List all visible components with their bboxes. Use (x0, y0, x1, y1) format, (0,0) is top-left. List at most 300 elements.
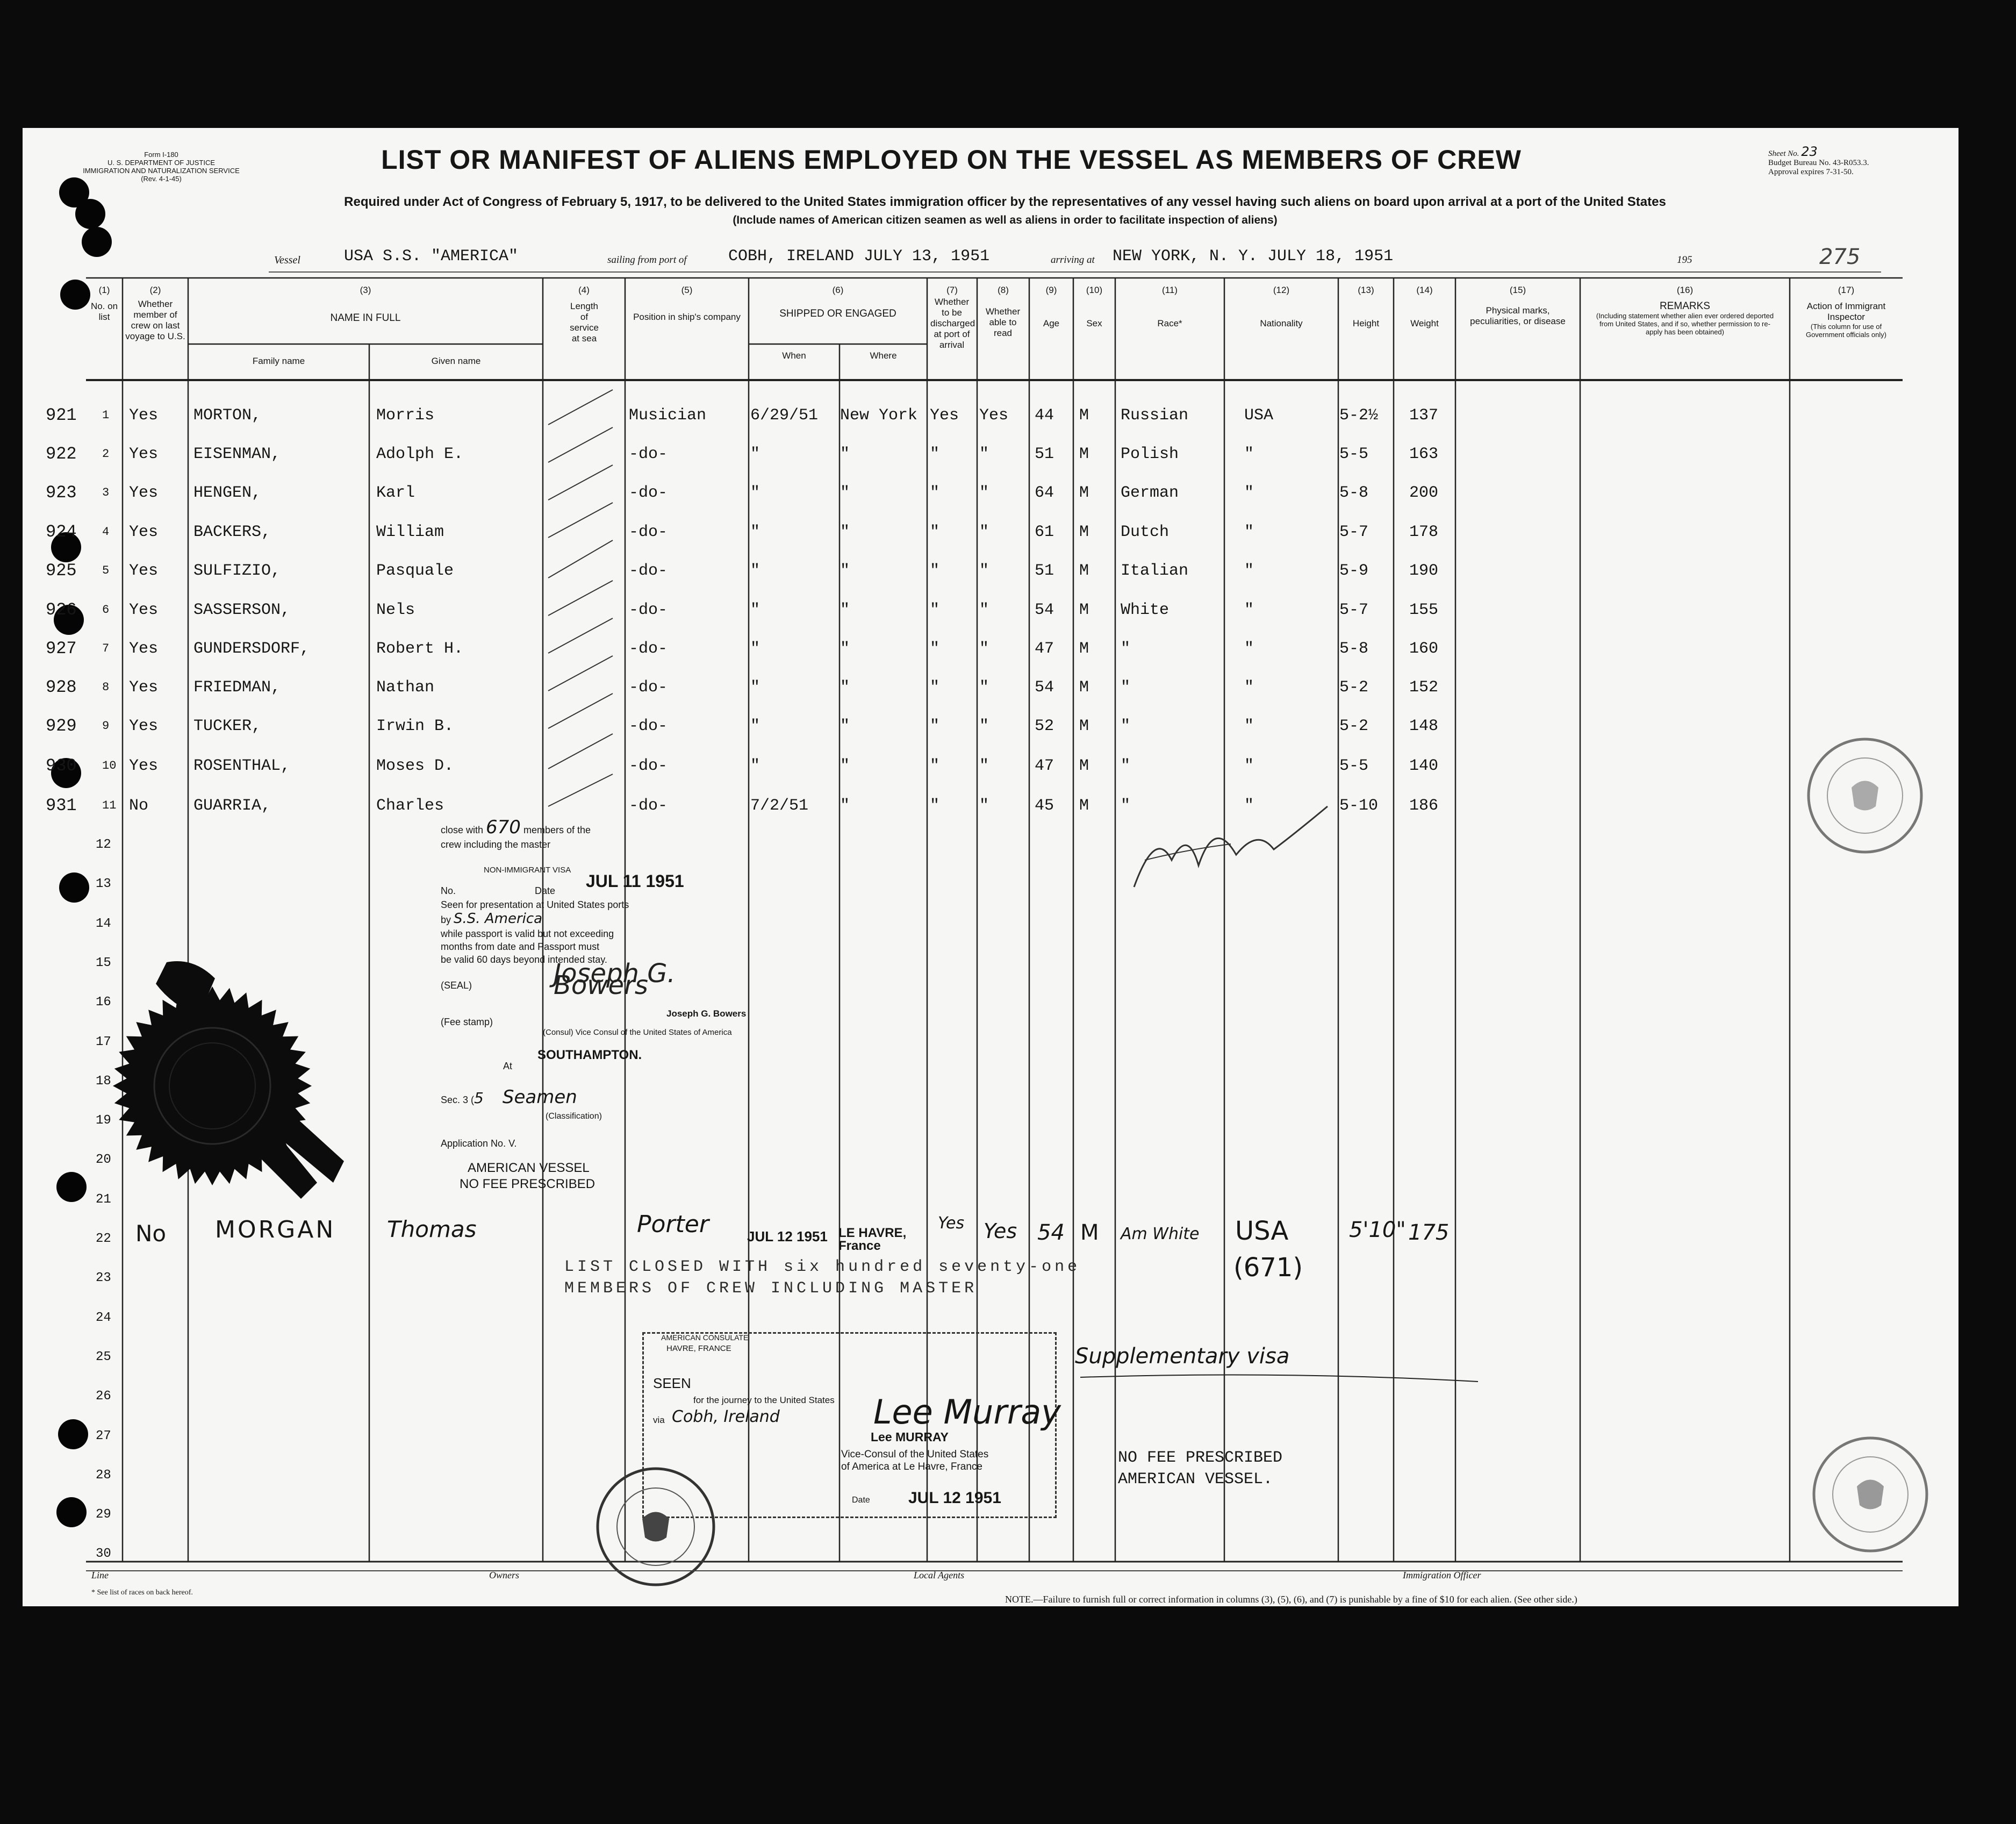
row-7-sex: M (1079, 640, 1089, 658)
row-8-where: " (840, 678, 850, 697)
col3-given-header: Given name (431, 356, 481, 366)
havre-via-place: Cobh, Ireland (672, 1407, 780, 1426)
row-3-read: " (979, 484, 989, 502)
row-5-given: Pasquale (376, 562, 454, 580)
footer-agents-label: Local Agents (914, 1570, 965, 1580)
row-5-where: " (840, 562, 850, 580)
row-7-when: " (750, 640, 761, 658)
morgan-discharged: Yes (938, 1214, 965, 1233)
morgan-weight: 175 (1408, 1220, 1450, 1245)
murray-signature: Lee Murray (873, 1392, 1061, 1432)
morgan-race: Am White (1121, 1225, 1200, 1243)
row-11-prev: No (129, 797, 149, 815)
row-3-age: 64 (1035, 484, 1054, 502)
line-number-17: 17 (96, 1034, 111, 1049)
col5-header: (5) Position in ship's company (633, 285, 741, 322)
embossed-seal-havre (591, 1462, 720, 1591)
row-3-margin: 923 (46, 483, 77, 503)
row-8-prev: Yes (129, 678, 159, 697)
row-7-line: 7 (102, 642, 110, 655)
bowers-signature: Joseph G. Bowers (554, 959, 676, 1000)
row-5-family: SULFIZIO, (193, 562, 281, 580)
subtitle-note: (Include names of American citizen seamen as well as aliens in order to facilitate inspection of aliens) (733, 214, 1278, 226)
row-5-prev: Yes (129, 562, 159, 580)
inspector-initials (1123, 796, 1338, 903)
list-closed-line2: MEMBERS OF CREW INCLUDING MASTER (564, 1279, 978, 1298)
row-4-where: " (840, 523, 850, 541)
row-6-position: -do- (629, 601, 668, 619)
row-2-nationality: " (1244, 445, 1254, 463)
row-6-weight: 155 (1409, 601, 1439, 619)
row-9-age: 52 (1035, 717, 1054, 735)
row-8-weight: 152 (1409, 678, 1439, 697)
row-10-margin: 930 (46, 756, 77, 776)
row-7-nationality: " (1244, 640, 1254, 658)
row-1-age: 44 (1035, 406, 1054, 425)
col3-family-header: Family name (252, 356, 305, 366)
row-4-margin: 924 (46, 522, 77, 542)
line-number-29: 29 (96, 1507, 111, 1522)
row-7-discharged: " (930, 640, 940, 658)
row-2-family: EISENMAN, (193, 445, 281, 463)
col8-header: (8) Whether able to read (985, 285, 1021, 338)
row-7-position: -do- (629, 640, 668, 658)
row-9-given: Irwin B. (376, 717, 454, 735)
col9-header: (9) Age (1043, 285, 1060, 328)
row-11-nationality: " (1244, 797, 1254, 815)
row-1-nationality: USA (1244, 406, 1274, 425)
row-2-sex: M (1079, 445, 1089, 463)
morgan-nationality: USA (1235, 1216, 1289, 1246)
row-8-height: 5-2 (1339, 678, 1369, 697)
row-11-when: 7/2/51 (750, 797, 809, 815)
year-suffix: 195 (1677, 254, 1692, 266)
row-11-family: GUARRIA, (193, 797, 271, 815)
row-6-prev: Yes (129, 601, 159, 619)
row-5-sex: M (1079, 562, 1089, 580)
by-label: by (441, 914, 451, 925)
close-with-label: close with (441, 825, 484, 835)
col15-header: (15) Physical marks, peculiarities, or disease (1470, 285, 1566, 326)
row-1-discharged: Yes (930, 406, 959, 425)
row-1-read: Yes (979, 406, 1009, 425)
row-5-position: -do- (629, 562, 668, 580)
row-7-family: GUNDERSDORF, (193, 640, 310, 658)
havre-date-label: Date (852, 1496, 870, 1505)
line-number-20: 20 (96, 1153, 111, 1168)
form-number: Form I-180 (144, 151, 178, 159)
row-9-when: " (750, 717, 761, 735)
morgan-read: Yes (984, 1219, 1017, 1243)
seamen-class: Seamen (502, 1086, 577, 1108)
row-3-prev: Yes (129, 484, 159, 502)
row-1-line: 1 (102, 409, 110, 422)
row-6-sex: M (1079, 601, 1089, 619)
murray-typed: Lee MURRAY (871, 1430, 949, 1444)
row-3-race: German (1121, 484, 1179, 502)
row-3-weight: 200 (1409, 484, 1439, 502)
vice-consul-title1: Vice-Consul of the United States (841, 1449, 989, 1460)
row-1-where: New York (840, 406, 918, 425)
row-9-family: TUCKER, (193, 717, 262, 735)
row-10-prev: Yes (129, 757, 159, 775)
row-11-height: 5-10 (1339, 797, 1379, 815)
seal-label: (SEAL) (441, 980, 472, 991)
row-7-weight: 160 (1409, 640, 1439, 658)
southampton-place: SOUTHAMPTON. (537, 1048, 642, 1062)
row-4-age: 61 (1035, 523, 1054, 541)
row-4-position: -do- (629, 523, 668, 541)
row-3-where: " (840, 484, 850, 502)
row-11-race: " (1121, 797, 1131, 815)
row-10-nationality: " (1244, 757, 1254, 775)
vice-consul-title: (Consul) Vice Consul of the United States of America (543, 1028, 732, 1037)
row-10-race: " (1121, 757, 1131, 775)
col14-header: (14) Weight (1410, 285, 1439, 328)
row-11-position: -do- (629, 797, 668, 815)
row-2-prev: Yes (129, 445, 159, 463)
havre-header1: AMERICAN CONSULATE (661, 1333, 749, 1342)
months-from-date: months from date and Passport must (441, 941, 600, 952)
row-10-where: " (840, 757, 850, 775)
row-7-given: Robert H. (376, 640, 464, 658)
row-10-line: 10 (102, 759, 117, 772)
supplementary-underline (1080, 1365, 1489, 1387)
wax-seal (107, 946, 355, 1215)
row-4-given: William (376, 523, 444, 541)
havre-journey: for the journey to the United States (693, 1395, 835, 1405)
row-6-given: Nels (376, 601, 415, 619)
row-4-race: Dutch (1121, 523, 1170, 541)
row-4-when: " (750, 523, 761, 541)
no-fee-typed-line2: AMERICAN VESSEL. (1118, 1470, 1273, 1489)
sec-label: Sec. 3 ( (441, 1095, 475, 1105)
row-8-given: Nathan (376, 678, 435, 697)
line-number-16: 16 (96, 995, 111, 1010)
american-vessel: AMERICAN VESSEL (468, 1161, 590, 1175)
havre-seen: SEEN (653, 1375, 691, 1391)
col6-where-header: Where (870, 351, 897, 361)
row-8-read: " (979, 678, 989, 697)
row-5-weight: 190 (1409, 562, 1439, 580)
row-1-race: Russian (1121, 406, 1189, 425)
row-6-margin: 926 (46, 600, 77, 620)
row-9-discharged: " (930, 717, 940, 735)
no-fee-typed-line1: NO FEE PRESCRIBED (1118, 1449, 1283, 1467)
row-7-margin: 927 (46, 639, 77, 659)
morgan-prev-voyage: No (135, 1220, 167, 1247)
handwritten-275: 275 (1819, 245, 1861, 269)
row-3-discharged: " (930, 484, 940, 502)
line-number-21: 21 (96, 1192, 111, 1207)
row-2-given: Adolph E. (376, 445, 464, 463)
line-number-25: 25 (96, 1349, 111, 1364)
line-number-23: 23 (96, 1271, 111, 1286)
row-11-discharged: " (930, 797, 940, 815)
budget-bureau: Budget Bureau No. 43-R053.3. (1768, 159, 1869, 167)
row-3-when: " (750, 484, 761, 502)
vessel-label: Vessel (274, 254, 300, 266)
row-1-weight: 137 (1409, 406, 1439, 425)
row-9-read: " (979, 717, 989, 735)
row-6-nationality: " (1244, 601, 1254, 619)
row-2-line: 2 (102, 447, 110, 461)
col10-header: (10) Sex (1086, 285, 1103, 328)
line-number-30: 30 (96, 1547, 111, 1562)
row-7-age: 47 (1035, 640, 1054, 658)
row-1-height: 5-2½ (1339, 406, 1379, 425)
line-number-19: 19 (96, 1113, 111, 1128)
row-8-family: FRIEDMAN, (193, 678, 281, 697)
service: IMMIGRATION AND NATURALIZATION SERVICE (83, 167, 240, 175)
row-1-position: Musician (629, 406, 707, 425)
row-8-race: " (1121, 678, 1131, 697)
row-4-line: 4 (102, 525, 110, 539)
row-8-when: " (750, 678, 761, 697)
row-1-family: MORTON, (193, 406, 262, 425)
row-2-discharged: " (930, 445, 940, 463)
row-10-when: " (750, 757, 761, 775)
row-9-line: 9 (102, 719, 110, 733)
footer-fine-note: NOTE.—Failure to furnish full or correct information in columns (3), (5), (6), and (7) is punishable by a fine of $10 for each alien. (See other side.) (1005, 1594, 1577, 1605)
row-5-age: 51 (1035, 562, 1054, 580)
row-4-discharged: " (930, 523, 940, 541)
by-ship: S.S. America (454, 911, 543, 927)
row-7-read: " (979, 640, 989, 658)
morgan-family: MORGAN (215, 1216, 336, 1243)
footer-line-label: Line (91, 1570, 109, 1580)
close-count: 670 (486, 817, 521, 838)
morgan-height: 5'10" (1349, 1218, 1406, 1242)
row-5-race: Italian (1121, 562, 1189, 580)
row-10-sex: M (1079, 757, 1089, 775)
members-label: members of the (523, 825, 591, 835)
visa-date: JUL 11 1951 (586, 871, 684, 891)
form-revision: (Rev. 4-1-45) (141, 175, 182, 183)
row-4-read: " (979, 523, 989, 541)
row-6-age: 54 (1035, 601, 1054, 619)
row-2-weight: 163 (1409, 445, 1439, 463)
row-9-margin: 929 (46, 716, 77, 736)
crew-including-master: crew including the master (441, 839, 551, 850)
havre-date: JUL 12 1951 (908, 1489, 1001, 1507)
row-11-weight: 186 (1409, 797, 1439, 815)
line-number-18: 18 (96, 1074, 111, 1089)
row-3-height: 5-8 (1339, 484, 1369, 502)
list-closed-line1: LIST CLOSED WITH six hundred seventy-one (564, 1258, 1081, 1276)
row-9-race: " (1121, 717, 1131, 735)
row-6-where: " (840, 601, 850, 619)
row-5-when: " (750, 562, 761, 580)
sailing-port: COBH, IRELAND JULY 13, 1951 (728, 247, 990, 266)
row-6-race: White (1121, 601, 1170, 619)
row-6-family: SASSERSON, (193, 601, 291, 619)
row-7-race: " (1121, 640, 1131, 658)
no-fee-prescribed: NO FEE PRESCRIBED (460, 1177, 596, 1191)
while-passport-valid: while passport is valid but not exceeding (441, 928, 614, 939)
morgan-sex: M (1080, 1220, 1099, 1245)
row-4-weight: 178 (1409, 523, 1439, 541)
row-2-position: -do- (629, 445, 668, 463)
row-2-margin: 922 (46, 444, 77, 464)
row-1-when: 6/29/51 (750, 406, 819, 425)
line-number-27: 27 (96, 1428, 111, 1443)
col16-header: (16) REMARKS (Including statement whether alien ever ordered deported from United States, and if so, whether permission to re-apply has been obtained) (1596, 285, 1774, 336)
row-11-where: " (840, 797, 850, 815)
col7-header: (7) Whether to be discharged at port of arrival (930, 285, 975, 350)
col13-header: (13) Height (1352, 285, 1380, 328)
fee-stamp-label: (Fee stamp) (441, 1017, 493, 1027)
sheet-number: 23 (1801, 144, 1818, 159)
row-3-nationality: " (1244, 484, 1254, 502)
row-11-sex: M (1079, 797, 1089, 815)
row-5-read: " (979, 562, 989, 580)
subtitle: Required under Act of Congress of February 5, 1917, to be delivered to the United States immigration officer by the representatives of any vessel having such aliens on board upon arrival at a port of the United States (344, 195, 1666, 209)
row-8-age: 54 (1035, 678, 1054, 697)
row-5-height: 5-9 (1339, 562, 1369, 580)
valid-60-days: be valid 60 days beyond intended stay. (441, 954, 607, 965)
page-title: LIST OR MANIFEST OF ALIENS EMPLOYED ON THE VESSEL AS MEMBERS OF CREW (381, 145, 1522, 175)
application-no: Application No. V. (441, 1138, 517, 1149)
row-10-read: " (979, 757, 989, 775)
row-4-height: 5-7 (1339, 523, 1369, 541)
row-7-prev: Yes (129, 640, 159, 658)
row-1-margin: 921 (46, 405, 77, 425)
row-2-race: Polish (1121, 445, 1179, 463)
line-number-24: 24 (96, 1310, 111, 1325)
vice-consul-title2: of America at Le Havre, France (841, 1461, 982, 1472)
line-number-28: 28 (96, 1468, 111, 1483)
row-9-height: 5-2 (1339, 717, 1369, 735)
row-3-family: HENGEN, (193, 484, 262, 502)
row-10-discharged: " (930, 757, 940, 775)
row-10-family: ROSENTHAL, (193, 757, 291, 775)
approval-expires: Approval expires 7-31-50. (1768, 168, 1854, 176)
southampton-visa-stamp (430, 812, 752, 1204)
seen-for-presentation: Seen for presentation at United States ports (441, 899, 629, 910)
row-9-sex: M (1079, 717, 1089, 735)
row-10-height: 5-5 (1339, 757, 1369, 775)
col17-header: (17) Action of Immigrant Inspector (This column for use of Government officials only) (1805, 285, 1887, 339)
department: U. S. DEPARTMENT OF JUSTICE (107, 159, 216, 167)
line-number-12: 12 (96, 838, 111, 852)
havre-header2: HAVRE, FRANCE (666, 1344, 731, 1353)
row-1-prev: Yes (129, 406, 159, 425)
row-8-sex: M (1079, 678, 1089, 697)
sec-number: 5 (474, 1089, 484, 1107)
row-8-margin: 928 (46, 677, 77, 697)
row-8-position: -do- (629, 678, 668, 697)
classification-label: (Classification) (546, 1112, 602, 1121)
row-9-nationality: " (1244, 717, 1254, 735)
morgan-position: Porter (637, 1211, 709, 1238)
row-7-height: 5-8 (1339, 640, 1369, 658)
row-6-discharged: " (930, 601, 940, 619)
row-4-family: BACKERS, (193, 523, 271, 541)
row-10-weight: 140 (1409, 757, 1439, 775)
footer-line (86, 1570, 1903, 1571)
row-10-position: -do- (629, 757, 668, 775)
row-5-line: 5 (102, 564, 110, 577)
col6-when-header: When (782, 351, 806, 361)
visa-title: NON-IMMIGRANT VISA (484, 865, 571, 875)
col4-header: (4) Length of service at sea (570, 285, 599, 344)
row-9-position: -do- (629, 717, 668, 735)
row-10-age: 47 (1035, 757, 1054, 775)
row-8-discharged: " (930, 678, 940, 697)
havre-via: via (653, 1415, 665, 1425)
footer-officer-label: Immigration Officer (1403, 1570, 1481, 1580)
visa-no-label: No. (441, 885, 456, 896)
col1-header: (1) No. on list (90, 285, 118, 322)
arriving-port: NEW YORK, N. Y. JULY 18, 1951 (1113, 247, 1394, 266)
row-2-where: " (840, 445, 850, 463)
visa-date-label: Date (535, 885, 556, 896)
col2-header: (2) Whether member of crew on last voyage to U.S. (125, 285, 185, 341)
row-2-read: " (979, 445, 989, 463)
row-7-where: " (840, 640, 850, 658)
row-11-given: Charles (376, 797, 444, 815)
supplementary-visa: Supplementary visa (1075, 1344, 1290, 1369)
row-9-prev: Yes (129, 717, 159, 735)
row-10-given: Moses D. (376, 757, 454, 775)
morgan-when: JUL 12 1951 (747, 1228, 828, 1244)
col12-header: (12) Nationality (1260, 285, 1303, 328)
sailing-label: sailing from port of (607, 254, 687, 266)
morgan-where: LE HAVRE, France (838, 1226, 907, 1253)
at-label: At (503, 1061, 513, 1071)
row-2-when: " (750, 445, 761, 463)
footer-races-note: * See list of races on back hereof. (91, 1589, 193, 1597)
embossed-seal-upper (1800, 731, 1929, 860)
morgan-age: 54 (1037, 1220, 1065, 1245)
arriving-label: arriving at (1051, 254, 1095, 266)
line-number-15: 15 (96, 955, 111, 970)
row-2-height: 5-5 (1339, 445, 1369, 463)
row-3-given: Karl (376, 484, 415, 502)
row-4-prev: Yes (129, 523, 159, 541)
row-1-sex: M (1079, 406, 1089, 425)
sheet-label: Sheet No. (1768, 149, 1799, 158)
row-8-nationality: " (1244, 678, 1254, 697)
row-1-given: Morris (376, 406, 435, 425)
col6-header: (6) SHIPPED OR ENGAGED (779, 285, 896, 319)
row-11-age: 45 (1035, 797, 1054, 815)
vessel-name: USA S.S. "AMERICA" (344, 247, 519, 266)
bowers-typed: Joseph G. Bowers (666, 1008, 747, 1019)
row-4-nationality: " (1244, 523, 1254, 541)
line-number-26: 26 (96, 1389, 111, 1404)
row-4-sex: M (1079, 523, 1089, 541)
row-5-margin: 925 (46, 561, 77, 581)
row-3-line: 3 (102, 486, 110, 499)
row-11-read: " (979, 797, 989, 815)
row-9-weight: 148 (1409, 717, 1439, 735)
footer-owners-label: Owners (489, 1570, 520, 1580)
col11-header: (11) Race* (1157, 285, 1182, 328)
row-6-when: " (750, 601, 761, 619)
col3-header: (3) NAME IN FULL (330, 285, 401, 324)
row-11-margin: 931 (46, 796, 77, 816)
morgan-crew-count: (671) (1233, 1253, 1303, 1283)
row-11-line: 11 (102, 799, 117, 812)
row-6-height: 5-7 (1339, 601, 1369, 619)
row-3-sex: M (1079, 484, 1089, 502)
row-6-read: " (979, 601, 989, 619)
line-number-22: 22 (96, 1232, 111, 1246)
embossed-seal-lower (1806, 1430, 1935, 1559)
row-6-line: 6 (102, 603, 110, 617)
